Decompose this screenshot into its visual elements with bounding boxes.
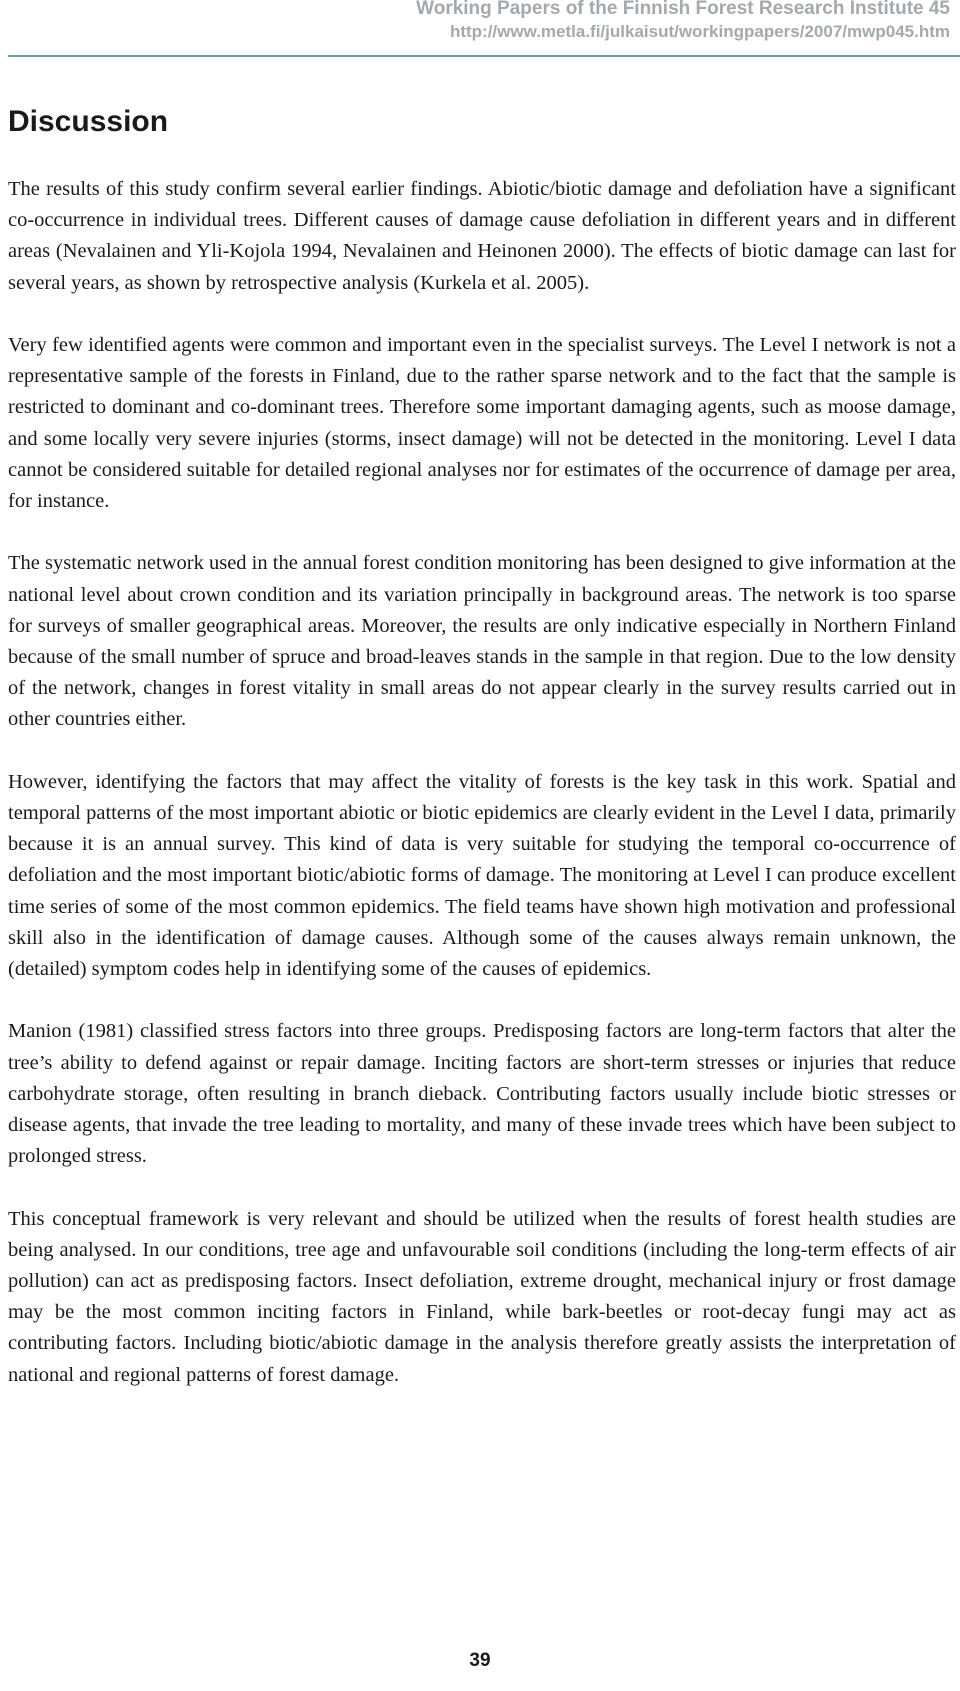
page-number: 39 xyxy=(469,1650,491,1671)
paragraph-2: Very few identified agents were common and important even in the specialist surveys. The Level I network is not a representative sample of the forests in Finland, due to the rather sparse network and to the fact that the sample is restricted to dominant and co-dominant trees. Therefore some important damaging agents, such as moose damage, and some locally very severe injuries (storms, insect damage) will not be detected in the monitoring. Level I data cannot be considered suitable for detailed regional analyses nor for estimates of the occurrence of damage per area, for instance. xyxy=(8,334,956,513)
series-url: http://www.metla.fi/julkaisut/workingpapers/2007/mwp045.htm xyxy=(449,22,950,41)
header-divider xyxy=(8,55,960,57)
section-heading: Discussion xyxy=(8,105,169,138)
series-title: Working Papers of the Finnish Forest Research Institute 45 xyxy=(416,0,950,19)
body-text xyxy=(8,174,956,1422)
paragraph-4: However, identifying the factors that may affect the vitality of forests is the key task in this work. Spatial and temporal patterns of the most important abiotic or biotic epidemics are clearly evident in the Level I data, primarily because it is an annual survey. This kind of data is very suitable for studying the temporal co-occurrence of defoliation and the most important biotic/abiotic forms of damage. The monitoring at Level I can produce excellent time series of some of the most common epidemics. The field teams have shown high motivation and professional skill also in the identification of damage causes. Although some of the causes always remain unknown, the (detailed) symptom codes help in identifying some of the causes of epidemics. xyxy=(8,770,956,981)
paragraph-3: The systematic network used in the annual forest condition monitoring has been designed to give information at the national level about crown condition and its variation principally in background areas. The network is too sparse for surveys of smaller geographical areas. Moreover, the results are only indicative especially in Northern Finland because of the small number of spruce and broad-leaves stands in the sample in that region. Due to the low density of the network, changes in forest vitality in small areas do not appear clearly in the survey results carried out in other countries either. xyxy=(8,552,956,731)
paragraph-6: This conceptual framework is very relevant and should be utilized when the results of forest health studies are being analysed. In our conditions, tree age and unfavourable soil conditions (including the long-term effects of air pollution) can act as predisposing factors. Insect defoliation, extreme drought, mechanical injury or frost damage may be the most common inciting factors in Finland, while bark-beetles or root-decay fungi may act as contributing factors. Including biotic/abiotic damage in the analysis therefore greatly assists the interpretation of national and regional patterns of forest damage. xyxy=(8,1207,956,1386)
paragraph-5: Manion (1981) classified stress factors into three groups. Predisposing factors are long-term factors that alter the tree’s ability to defend against or repair damage. Inciting factors are short-term stresses or injuries that reduce carbohydrate storage, often resulting in branch dieback. Contributing factors usually include biotic stresses or disease agents, that invade the tree leading to mortality, and many of these invade trees which have been subject to prolonged stress. xyxy=(8,1020,956,1168)
paragraph-1: The results of this study confirm several earlier findings. Abiotic/biotic damage and defoliation have a significant co-occurrence in individual trees. Different causes of damage cause defoliation in different years and in different areas (Nevalainen and Yli-Kojola 1994, Nevalainen and Heinonen 2000). The effects of biotic damage can last for several years, as shown by retrospective analysis (Kurkela et al. 2005). xyxy=(8,178,956,294)
running-header xyxy=(416,0,950,44)
